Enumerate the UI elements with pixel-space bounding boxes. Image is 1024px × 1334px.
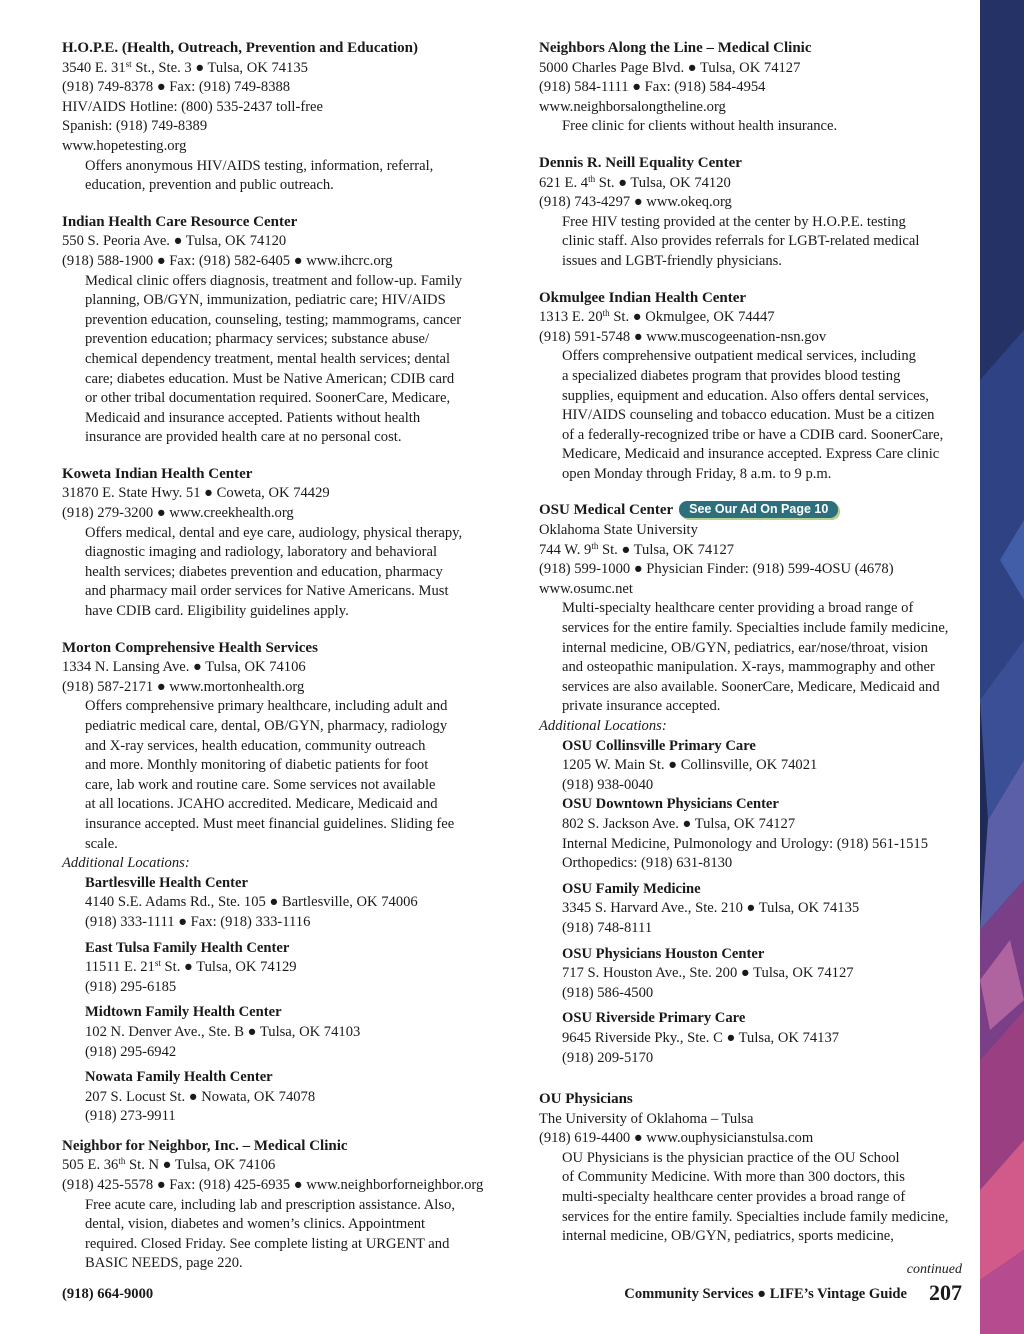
- listing-description: Free clinic for clients without health insurance.: [562, 118, 838, 135]
- sub-location: [539, 1009, 971, 1068]
- listing-description: Offers medical, dental and eye care, audiology, physical therapy, diagnostic imaging and radiology, laboratory and behavioral health services; diabetes prevention and education, pharmacy and pharmacy mail order services for Native Americans. Must have CDIB card. Eligibility guidelines apply.: [85, 524, 463, 620]
- right-column: [539, 39, 971, 1264]
- listing-description: OU Physicians is the physician practice of the OU School of Community Medicine. With more than 300 doctors, this multi-specialty healthcare center provides a broad range of services for the entire family. Specialties include family medicine, internal medicine, OB/GYN, pediatrics, sports medicine,: [562, 1149, 949, 1245]
- footer-right: [624, 1280, 962, 1306]
- listing-phone: (918) 591-5748 ● www.muscogeenation-nsn.gov: [539, 328, 827, 345]
- left-column: [62, 39, 492, 1291]
- listing-address: 550 S. Peoria Ave. ● Tulsa, OK 74120: [62, 233, 287, 250]
- listing-description: Free HIV testing provided at the center by H.O.P.E. testing clinic staff. Also provides referrals for LGBT-related medical issues and LGBT-friendly physicians.: [562, 213, 920, 269]
- listing-affiliation: Oklahoma State University: [539, 522, 698, 539]
- listing-address: 505 E. 36th St. N ● Tulsa, OK 74106: [62, 1156, 276, 1174]
- sub-location-address: 3345 S. Harvard Ave., Ste. 210 ● Tulsa, OK 74135: [562, 900, 860, 917]
- listing-okmulgee: [539, 289, 971, 485]
- footer-phone: (918) 664-9000: [62, 1286, 154, 1302]
- sub-location-address: 1205 W. Main St. ● Collinsville, OK 74021: [562, 757, 818, 774]
- sub-location: [539, 880, 971, 939]
- listing-phone: (918) 599-1000 ● Physician Finder: (918) 599-4OSU (4678): [539, 561, 894, 578]
- listing-name: OSU Medical Center: [539, 502, 674, 519]
- sub-location: [62, 1068, 492, 1127]
- listing-description: Multi-specialty healthcare center providing a broad range of services for the entire family. Specialties include family medicine, internal medicine, OB/GYN, pediatrics, ear/nose/throat, vision and osteopathic manipulation. X-rays, mammography and other services are also available. SoonerCare, Medicare, Medicaid and private insurance accepted.: [562, 600, 949, 715]
- listing-description: Offers comprehensive outpatient medical services, including a specialized diabetes program that provides blood testing supplies, equipment and education. Also offers dental services, HIV/AIDS counseling and tobacco education. Must be a citizen of a federally-recognized tribe or have a CDIB card. SoonerCare, Medicare, Medicaid and insurance accepted. Express Care clinic open Monday through Friday, 8 a.m. to 9 p.m.: [562, 348, 944, 482]
- page-number: 207: [929, 1280, 962, 1305]
- sub-location-address: 717 S. Houston Ave., Ste. 200 ● Tulsa, OK 74127: [562, 965, 854, 982]
- listing-morton: [62, 639, 492, 1127]
- listing-ou-physicians: [539, 1090, 971, 1247]
- listing-neighbors-along-the-line: [539, 39, 971, 137]
- listing-address: 1313 E. 20th St. ● Okmulgee, OK 74447: [539, 308, 775, 326]
- listing-hotline: HIV/AIDS Hotline: (800) 535-2437 toll-free: [62, 98, 324, 115]
- listing-name: Indian Health Care Resource Center: [62, 213, 298, 230]
- sub-location-address: 207 S. Locust St. ● Nowata, OK 74078: [85, 1088, 316, 1105]
- sub-location-address: 11511 E. 21st St. ● Tulsa, OK 74129: [85, 958, 297, 976]
- sub-location-address: 802 S. Jackson Ave. ● Tulsa, OK 74127: [562, 815, 796, 832]
- sub-location: [62, 874, 492, 933]
- continued-label: continued: [906, 1262, 962, 1277]
- listing-header: [539, 501, 971, 521]
- sub-location-address: 102 N. Denver Ave., Ste. B ● Tulsa, OK 74103: [85, 1023, 361, 1040]
- listing-address: 744 W. 9th St. ● Tulsa, OK 74127: [539, 540, 735, 558]
- sub-location: [62, 1003, 492, 1062]
- sub-location-address: 4140 S.E. Adams Rd., Ste. 105 ● Bartlesville, OK 74006: [85, 894, 418, 911]
- sub-location-name: OSU Downtown Physicians Center: [562, 796, 779, 813]
- listing-name: Koweta Indian Health Center: [62, 465, 253, 482]
- additional-locations-heading: Additional Locations:: [62, 855, 190, 872]
- listing-phone: (918) 619-4400 ● www.ouphysicianstulsa.com: [539, 1130, 814, 1147]
- sub-location-name: Bartlesville Health Center: [85, 874, 248, 891]
- sub-location-phone: (918) 938-0040: [562, 776, 654, 793]
- listing-phone: (918) 588-1900 ● Fax: (918) 582-6405 ● www.ihcrc.org: [62, 252, 393, 269]
- sub-location-phone: (918) 209-5170: [562, 1049, 654, 1066]
- footer-title: Community Services ● LIFE’s Vintage Guide: [624, 1286, 907, 1302]
- sub-location-address: 9645 Riverside Pky., Ste. C ● Tulsa, OK 74137: [562, 1029, 840, 1046]
- listing-phone: (918) 743-4297 ● www.okeq.org: [539, 194, 732, 211]
- listing-hope: [62, 39, 492, 196]
- additional-locations-heading: Additional Locations:: [539, 718, 667, 734]
- listing-name: OU Physicians: [539, 1091, 633, 1108]
- listing-name: Morton Comprehensive Health Services: [62, 639, 318, 656]
- listing-phone: (918) 425-5578 ● Fax: (918) 425-6935 ● www.neighborforneighbor.org: [62, 1177, 484, 1194]
- listing-ihcrc: [62, 213, 492, 448]
- listing-address: 5000 Charles Page Blvd. ● Tulsa, OK 74127: [539, 59, 801, 76]
- sub-location-name: OSU Riverside Primary Care: [562, 1010, 746, 1027]
- sub-location-name: East Tulsa Family Health Center: [85, 939, 290, 956]
- listing-phone: (918) 587-2171 ● www.mortonhealth.org: [62, 678, 305, 695]
- sub-location-name: Midtown Family Health Center: [85, 1004, 282, 1021]
- sub-location-phone: (918) 333-1111 ● Fax: (918) 333-1116: [85, 913, 311, 930]
- sub-location-phone: (918) 748-8111: [562, 919, 653, 936]
- sub-location-phone: (918) 273-9911: [85, 1108, 176, 1125]
- listing-address: 621 E. 4th St. ● Tulsa, OK 74120: [539, 173, 731, 191]
- listing-name: Dennis R. Neill Equality Center: [539, 154, 742, 171]
- listing-phone: (918) 279-3200 ● www.creekhealth.org: [62, 505, 294, 522]
- sub-location-name: OSU Collinsville Primary Care: [562, 737, 756, 754]
- listing-name: H.O.P.E. (Health, Outreach, Prevention and Education): [62, 40, 418, 56]
- listing-description: Free acute care, including lab and prescription assistance. Also, dental, vision, diabetes and women’s clinics. Appointment required. Closed Friday. See complete listing at URGENT and BASIC NEEDS, page 220.: [85, 1196, 455, 1272]
- listing-phone: (918) 749-8378 ● Fax: (918) 749-8388: [62, 79, 291, 96]
- sub-location-phone: (918) 295-6942: [85, 1043, 177, 1060]
- sub-location: [62, 939, 492, 998]
- listing-name: Neighbor for Neighbor, Inc. – Medical Clinic: [62, 1137, 348, 1154]
- listing-osu-medical-center: [539, 501, 971, 1068]
- listing-name: Okmulgee Indian Health Center: [539, 289, 747, 306]
- sub-location: [539, 945, 971, 1004]
- listing-address: 1334 N. Lansing Ave. ● Tulsa, OK 74106: [62, 659, 306, 676]
- listing-address: 3540 E. 31st St., Ste. 3 ● Tulsa, OK 74135: [62, 58, 308, 76]
- sub-location-phone: Internal Medicine, Pulmonology and Urology: (918) 561-1515: [562, 835, 928, 852]
- sub-location-phone: Orthopedics: (918) 631-8130: [562, 855, 733, 872]
- sub-location-name: OSU Physicians Houston Center: [562, 945, 765, 962]
- listing-phone: (918) 584-1111 ● Fax: (918) 584-4954: [539, 79, 766, 96]
- listing-description: Offers anonymous HIV/AIDS testing, information, referral, education, prevention and public outreach.: [85, 157, 434, 194]
- listing-spanish-line: Spanish: (918) 749-8389: [62, 118, 208, 135]
- sub-location-phone: (918) 295-6185: [85, 978, 177, 995]
- sub-location-phone: (918) 586-4500: [562, 984, 654, 1001]
- listing-website: www.neighborsalongtheline.org: [539, 98, 726, 115]
- listing-affiliation: The University of Oklahoma – Tulsa: [539, 1110, 754, 1127]
- decorative-edge-graphic: [980, 0, 1024, 1334]
- listing-koweta: [62, 465, 492, 622]
- listing-website: www.hopetesting.org: [62, 137, 187, 154]
- sub-location-name: OSU Family Medicine: [562, 880, 701, 897]
- listing-description: Offers comprehensive primary healthcare, including adult and pediatric medical care, dental, OB/GYN, pharmacy, radiology and X-ray services, health education, community outreach and more. Monthly monitoring of diabetic patients for foot care, lab work and routine care. Some services not available at all locations. JCAHO accredited. Medicare, Medicaid and insurance accepted. Must meet financial guidelines. Sliding fee scale.: [85, 698, 455, 852]
- see-ad-badge[interactable]: See Our Ad On Page 10: [679, 501, 838, 518]
- listing-description: Medical clinic offers diagnosis, treatment and follow-up. Family planning, OB/GYN, immunization, pediatric care; HIV/AIDS prevention education, counseling, testing; mammograms, cancer prevention education; pharmacy services; substance abuse/ chemical dependency treatment, mental health services; dental care; diabetes education. Must be Native American; CDIB card or other tribal documentation required. SoonerCare, Medicare, Medicaid and insurance accepted. Patients without health insurance are provided health care at no personal cost.: [85, 272, 463, 446]
- listing-name: Neighbors Along the Line – Medical Clinic: [539, 40, 812, 56]
- listing-address: 31870 E. State Hwy. 51 ● Coweta, OK 74429: [62, 485, 330, 502]
- sub-location: [539, 795, 971, 873]
- sub-location: [539, 737, 971, 796]
- listing-website: www.osumc.net: [539, 580, 633, 597]
- listing-equality-center: [539, 154, 971, 272]
- listing-neighbor-for-neighbor: [62, 1137, 492, 1274]
- sub-location-name: Nowata Family Health Center: [85, 1069, 273, 1086]
